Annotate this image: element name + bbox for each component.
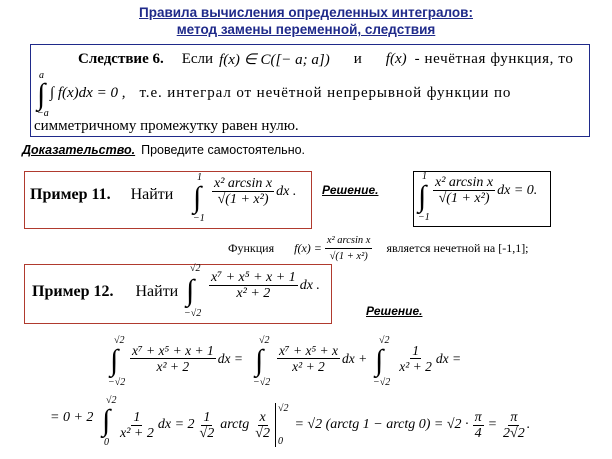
example-11-answer-integrand — [433, 175, 537, 206]
integral-sign-icon: ∫ — [418, 180, 427, 213]
answer-denominator: √(1 + x²) — [438, 191, 490, 206]
example-11-dx: dx . — [276, 183, 297, 199]
corollary-lower-limit: −a — [37, 108, 49, 119]
sol-2e-denominator: 2√2 — [503, 425, 525, 441]
sol-2e-fraction — [501, 410, 527, 441]
proof-text: Проведите самостоятельно. — [141, 143, 306, 157]
sol-2d-fraction — [473, 410, 484, 441]
sol-2b-numerator: 1 — [203, 409, 211, 425]
corollary-line-2 — [50, 85, 511, 102]
example-12-integrand — [209, 270, 320, 301]
sol-2-end: = √2 (arctg 1 − arctg 0) = √2 · — [294, 417, 469, 432]
answer-fraction — [433, 175, 495, 206]
integral-sign-icon: ∫ — [186, 274, 195, 307]
example-12-integral — [184, 264, 208, 322]
sol-1a-fraction — [130, 343, 216, 374]
corollary-and: и — [353, 51, 362, 67]
corollary-text-4: симметричному промежутку равен нулю. — [34, 118, 299, 134]
example-11-find: Найти — [130, 186, 174, 203]
sol-2d-denominator: 4 — [474, 425, 482, 441]
sol-2-eq: = — [487, 417, 498, 432]
sol-2a-fraction — [118, 410, 156, 441]
sol-2c-denominator: √2 — [255, 425, 270, 441]
title-line-1: Правила вычисления определенных интегралов: — [139, 5, 473, 20]
note-numerator: x² arcsin x — [325, 233, 373, 249]
example-11-solution-label: Решение. — [322, 183, 379, 197]
sol-1-expression — [130, 343, 462, 377]
sol-1a-upper: √2 — [114, 335, 125, 346]
answer-upper-limit: 1 — [422, 171, 427, 182]
corollary-condition-1: f(x) ∈ C([− a; a]) — [219, 52, 330, 68]
corollary-upper-limit: a — [39, 70, 44, 81]
sol-2-lower: 0 — [104, 437, 109, 448]
sol-2a-numerator: 1 — [133, 409, 141, 425]
sol-2-arctg: arctg — [220, 417, 250, 432]
sol-2b-denominator: √2 — [199, 425, 215, 441]
example-12-numerator: x⁷ + x⁵ + x + 1 — [211, 270, 296, 285]
integral-sign-icon: ∫ — [102, 404, 111, 437]
sol-2-start — [50, 410, 93, 426]
sol-1-integral-c — [373, 336, 395, 388]
answer-lower-limit: −1 — [418, 212, 430, 223]
integral-sign-icon: ∫ — [375, 344, 384, 377]
sol-1b-dx: dx + — [342, 350, 368, 366]
example-11-numerator: x² arcsin x — [214, 176, 273, 191]
integral-sign-icon: ∫ — [110, 344, 119, 377]
sol-1b-upper: √2 — [259, 335, 270, 346]
example-12-find: Найти — [135, 283, 179, 300]
corollary-text-1: Если — [181, 51, 214, 67]
sol-1c-dx: dx = — [435, 350, 462, 366]
note-denominator: √(1 + x²) — [329, 251, 368, 262]
page-title — [0, 4, 612, 38]
integral-sign-icon: ∫ — [37, 78, 46, 111]
answer-numerator: x² arcsin x — [435, 175, 494, 190]
sol-2-start-text: = 0 + 2 — [50, 410, 94, 425]
sol-2-upper: √2 — [106, 395, 117, 406]
corollary-text-2: - нечётная функция, то — [414, 51, 574, 67]
sol-1c-lower: −√2 — [373, 377, 391, 388]
note-function: f(x) = — [294, 241, 322, 255]
sol-1a-numerator: x⁷ + x⁵ + x + 1 — [132, 343, 214, 358]
note-prefix: Функция — [228, 241, 275, 255]
sol-1c-upper: √2 — [379, 335, 390, 346]
note-suffix: является нечетной на [-1,1]; — [386, 241, 529, 255]
sol-1-integral-a — [108, 336, 130, 388]
sol-1a-dx: dx = — [217, 350, 243, 366]
sol-2e-numerator: π — [510, 409, 518, 425]
sol-1c-fraction — [397, 343, 434, 374]
sol-2-mid: dx = 2 — [157, 417, 195, 432]
corollary-text-3: т.е. интеграл от нечётной непрерывной функции по — [139, 85, 512, 101]
example-12-dx: dx . — [299, 277, 320, 293]
sol-1b-lower: −√2 — [253, 377, 271, 388]
example-11-upper-limit: 1 — [197, 172, 202, 183]
sol-2d-numerator: π — [474, 409, 482, 425]
integral-sign-icon: ∫ — [255, 344, 264, 377]
sol-2c-fraction — [253, 410, 272, 441]
example-12-denominator: x² + 2 — [236, 286, 271, 301]
example-11-note — [228, 233, 529, 264]
corollary-line-1 — [78, 50, 573, 69]
proof-line — [22, 143, 305, 157]
example-11-lower-limit: −1 — [193, 213, 205, 224]
example-11-integrand — [212, 176, 296, 207]
sol-2a-denominator: x² + 2 — [120, 425, 154, 441]
sol-2-evaluation-bar — [275, 403, 289, 447]
sol-1b-fraction — [277, 343, 340, 374]
integral-sign-icon: ∫ — [193, 181, 202, 214]
sol-2-dot: . — [526, 417, 531, 432]
example-11-denominator: √(1 + x²) — [217, 192, 269, 207]
sol-1b-numerator: x⁷ + x⁵ + x — [278, 343, 339, 358]
example-12-label: Пример 12. — [32, 283, 114, 300]
example-12-solution-label: Решение. — [366, 304, 423, 318]
note-fraction — [325, 233, 373, 264]
example-11-task — [30, 186, 173, 204]
sol-1a-lower: −√2 — [108, 377, 126, 388]
sol-2b-fraction — [198, 410, 217, 441]
example-12-task — [32, 283, 178, 301]
sol-2c-numerator: x — [259, 409, 266, 425]
sol-1c-denominator: x² + 2 — [399, 359, 432, 374]
corollary-condition-2: f(x) — [385, 51, 407, 67]
example-12-lower-limit: −√2 — [184, 308, 202, 319]
sol-2-eval-lower: 0 — [277, 436, 283, 447]
corollary-label: Следствие 6. — [78, 51, 164, 67]
sol-1b-denominator: x² + 2 — [292, 359, 325, 374]
example-12-fraction — [209, 270, 298, 301]
corollary-formula: ∫ f(x)dx = 0 , — [50, 85, 126, 101]
sol-1-integral-b — [253, 336, 275, 388]
sol-2-eval-upper: √2 — [277, 403, 289, 414]
sol-1a-denominator: x² + 2 — [156, 359, 190, 374]
example-11-fraction — [212, 176, 274, 207]
answer-result: dx = 0. — [497, 182, 538, 198]
example-12-upper-limit: √2 — [190, 263, 201, 274]
proof-label: Доказательство. — [22, 143, 136, 157]
sol-1c-numerator: 1 — [412, 343, 419, 358]
sol-2-expression — [118, 403, 530, 447]
title-line-2: метод замены переменной, следствия — [176, 22, 436, 37]
example-11-label: Пример 11. — [30, 186, 111, 203]
